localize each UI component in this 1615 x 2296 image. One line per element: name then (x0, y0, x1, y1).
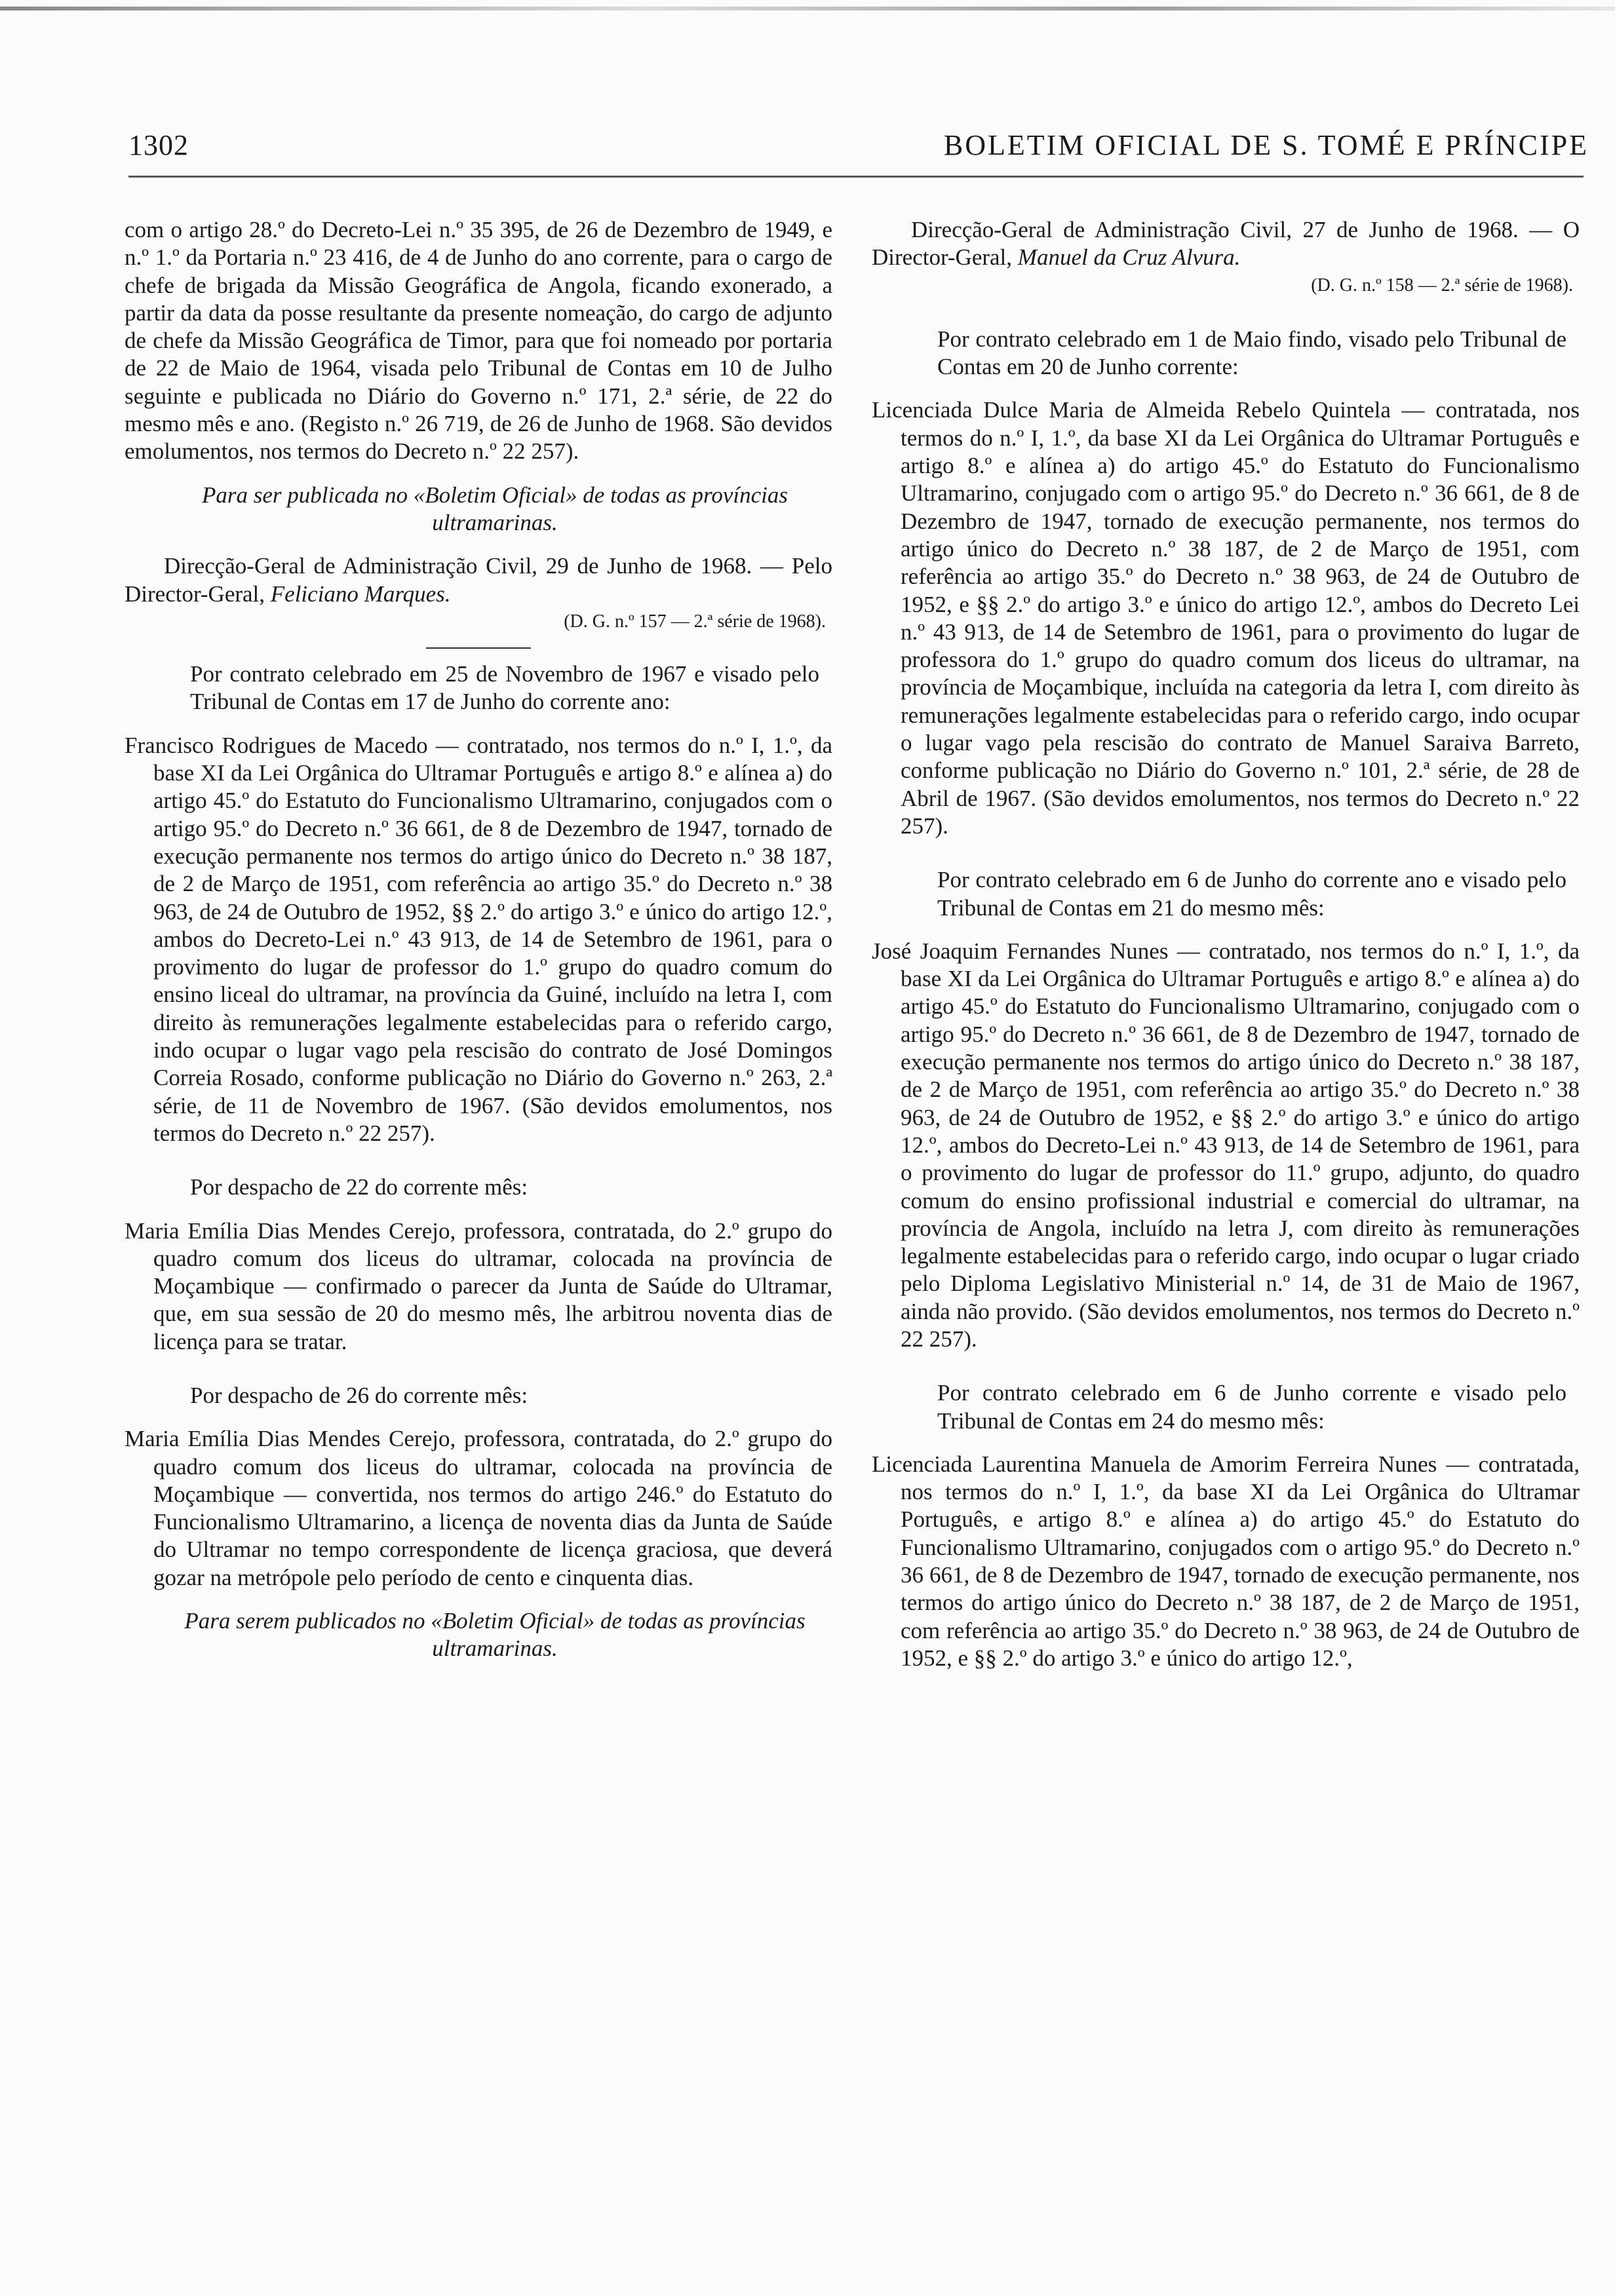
publication-note: Para ser publicada no «Boletim Oficial» de todas as províncias ultramarinas. (201, 482, 788, 535)
appointment-entry: Maria Emília Dias Mendes Cerejo, professora, contratada, do 2.º grupo do quadro comum dos liceus do ultramar, colocada na província de Moçambique — convertida, nos termos do artigo 246.º do Estatuto do Funcionalismo Ultramarino, a licença de noventa dias da Junta de Saúde do Ultramar no tempo correspondente de licença graciosa, que deverá gozar na metrópole pelo período de cento e cinquenta dias. (125, 1426, 832, 1590)
right-column (872, 216, 1580, 1672)
section-intro: Por contrato celebrado em 1 de Maio findo, visado pelo Tribunal de Contas em 20 de Junho corrente: (937, 326, 1566, 380)
signature-line (125, 552, 832, 608)
signature-name: Manuel da Cruz Alvura. (1017, 244, 1241, 271)
publication-note: Para serem publicados no «Boletim Oficial» de todas as províncias ultramarinas. (184, 1608, 806, 1662)
signature-text: Direcção-Geral de Administração Civil, 29 de Junho de 1968. — Pelo Director-Geral, (125, 553, 832, 607)
gazette-reference: (D. G. n.º 158 — 2.ª série de 1968). (1311, 275, 1573, 296)
appointment-entry: Licenciada Dulce Maria de Almeida Rebelo Quintela — contratada, nos termos do n.º I, 1.º, da base XI da Lei Orgânica do Ultramar Português e artigo 8.º e alínea a) do artigo 45.º do Estatuto do Funcionalismo Ultramarino, conjugado com o artigo 95.º do Decreto n.º 36 661, de 8 de Dezembro de 1947, tornado de execução permanente, nos termos do artigo único do Decreto n.º 38 187, de 2 de Março de 1951, com referência ao artigo 35.º do Decreto n.º 38 963, de 24 de Outubro de 1952, e §§ 2.º do artigo 3.º e único do artigo 12.º, ambos do Decreto Lei n.º 43 913, de 14 de Setembro de 1961, para o provimento do lugar de professora do 1.º grupo do quadro comum dos liceus do ultramar, na província de Moçambique, incluída na categoria da letra I, com direito às remunerações legalmente estabelecidas para o referido cargo, indo ocupar o lugar vago pela rescisão do contrato de Manuel Saraiva Barreto, conforme publicação no Diário do Governo n.º 101, 2.ª série, de 28 de Abril de 1967. (São devidos emolumentos, nos termos do Decreto n.º 22 257). (872, 397, 1580, 839)
section-separator (426, 647, 531, 649)
appointment-entry: Francisco Rodrigues de Macedo — contratado, nos termos do n.º I, 1.º, da base XI da Lei Orgânica do Ultramar Português e artigo 8.º e alínea a) do artigo 45.º do Estatuto do Funcionalismo Ultramarino, conjugados com o artigo 95.º do Decreto n.º 36 661, de 8 de Dezembro de 1947, tornado de execução permanente nos termos do artigo único do Decreto n.º 38 187, de 2 de Março de 1951, com referência ao artigo 35.º do Decreto n.º 38 963, de 24 de Outubro de 1952, §§ 2.º do artigo 3.º e único do artigo 12.º, ambos do Decreto-Lei n.º 43 913, de 14 de Setembro de 1961, para o provimento do lugar de professor do 1.º grupo do quadro comum do ensino liceal do ultramar, na província da Guiné, incluído na letra I, com direito às remunerações legalmente estabelecidas para o referido cargo, indo ocupar o lugar vago pela rescisão do contrato de José Domingos Correia Rosado, conforme publicação no Diário do Governo n.º 263, 2.ª série, de 11 de Novembro de 1967. (São devidos emolumentos, nos termos do Decreto n.º 22 257). (125, 732, 832, 1146)
appointment-entry: Licenciada Laurentina Manuela de Amorim Ferreira Nunes — contratada, nos termos do n.º I, 1.º, da base XI da Lei Orgânica do Ultramar Português, e artigo 8.º e alínea a) do artigo 45.º do Estatuto do Funcionalismo Ultramarino, conjugados com o artigo 95.º do Decreto n.º 36 661, de 8 de Dezembro de 1947, tornado de execução permanente, nos termos do artigo único do Decreto n.º 38 187, de 2 de Março de 1951, com referência ao artigo 35.º do Decreto n.º 38 963, de 24 de Outubro de 1952, e §§ 2.º do artigo 3.º e único do artigo 12.º, (872, 1451, 1580, 1671)
signature-name: Feliciano Marques. (270, 581, 451, 607)
section-intro: Por despacho de 22 do corrente mês: (190, 1174, 528, 1200)
header-rule (128, 176, 1584, 178)
paragraph-continuation: com o artigo 28.º do Decreto-Lei n.º 35 395, de 26 de Dezembro de 1949, e n.º 1.º da Portaria n.º 23 416, de 4 de Junho do ano corrente, para o cargo de chefe de brigada da Missão Geográfica de Angola, ficando exonerado, a partir da data da posse resultante da presente nomeação, do cargo de adjunto de chefe da Missão Geográfica de Timor, para que foi nomeado por portaria de 22 de Maio de 1964, visada pelo Tribunal de Contas em 10 de Julho seguinte e publicada no Diário do Governo n.º 171, 2.ª série, de 22 do mesmo mês e ano. (Registo n.º 26 719, de 26 de Junho de 1968. São devidos emolumentos, nos termos do Decreto n.º 22 257). (125, 217, 832, 465)
signature-text: Direcção-Geral de Administração Civil, 27 de Junho de 1968. — O Director-Geral, (872, 217, 1580, 271)
page-number: 1302 (128, 129, 189, 161)
section-intro: Por contrato celebrado em 25 de Novembro de 1967 e visado pelo Tribunal de Contas em 17 de Junho do corrente ano: (190, 661, 819, 715)
signature-line (872, 216, 1580, 272)
appointment-entry: Maria Emília Dias Mendes Cerejo, professora, contratada, do 2.º grupo do quadro comum dos liceus do ultramar, colocada na província de Moçambique — confirmado o parecer da Junta de Saúde do Ultramar, que, em sua sessão de 20 do mesmo mês, lhe arbitrou noventa dias de licença para se tratar. (125, 1217, 832, 1354)
section-intro: Por contrato celebrado em 6 de Junho corrente e visado pelo Tribunal de Contas em 24 do mesmo mês: (937, 1380, 1566, 1434)
section-intro: Por despacho de 26 do corrente mês: (190, 1382, 528, 1408)
running-title: BOLETIM OFICIAL DE S. TOMÉ E PRÍNCIPE (943, 129, 1589, 161)
gazette-reference: (D. G. n.º 157 — 2.ª série de 1968). (564, 611, 826, 632)
top-scan-rule (0, 7, 1615, 10)
section-intro: Por contrato celebrado em 6 de Junho do corrente ano e visado pelo Tribunal de Contas em 21 do mesmo mês: (937, 867, 1566, 921)
appointment-entry: José Joaquim Fernandes Nunes — contratado, nos termos do n.º I, 1.º, da base XI da Lei Orgânica do Ultramar Português e artigo 8.º e alínea a) do artigo 45.º do Estatuto do Funcionalismo Ultramarino, conjugado com o artigo 95.º do Decreto n.º 36 661, de 8 de Dezembro de 1947, tornado de execução permanente nos termos do artigo único do Decreto n.º 38 187, de 2 de Março de 1951, com referência ao artigo 35.º do Decreto n.º 38 963, de 24 de Outubro de 1952, e §§ 2.º do artigo 3.º e único do artigo 12.º, ambos do Decreto-Lei n.º 43 913, de 14 de Setembro de 1961, para o provimento do lugar de professor do 11.º grupo, adjunto, do quadro comum do ensino profissional industrial e comercial do ultramar, na província de Angola, incluído na letra J, com direito às remunerações legalmente estabelecidas para o referido cargo, indo ocupar o lugar criado pelo Diploma Legislativo Ministerial n.º 14, de 31 de Maio de 1967, ainda não provido. (São devidos emolumentos, nos termos do Decreto n.º 22 257). (872, 938, 1580, 1352)
left-column (125, 216, 832, 1663)
